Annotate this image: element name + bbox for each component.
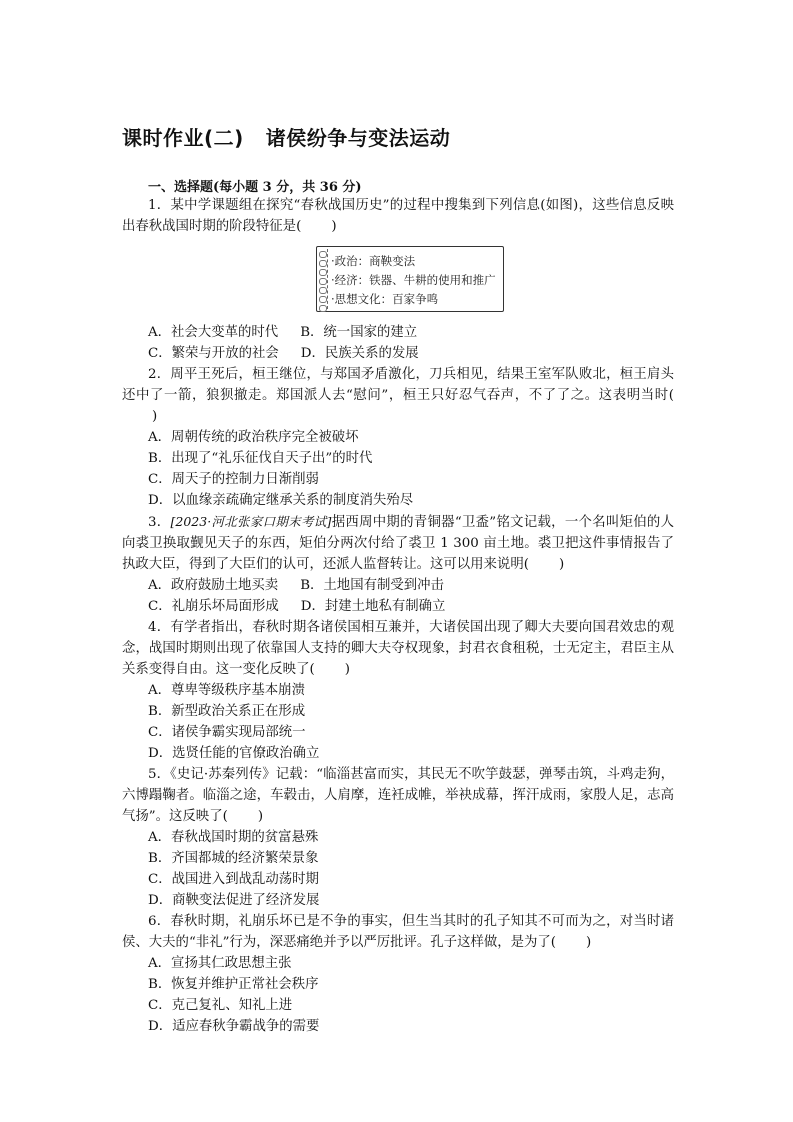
info-figure-line-2: ·经济：铁器、牛耕的使用和推广 bbox=[331, 273, 496, 287]
option-a[interactable]: A．政府鼓励土地买卖 bbox=[148, 578, 279, 593]
question-1-options-row-2 bbox=[122, 343, 674, 364]
question-6-close: ) bbox=[586, 935, 592, 950]
option-c[interactable]: C．克己复礼、知礼上进 bbox=[148, 998, 293, 1013]
option-b[interactable]: B．出现了“礼乐征伐自天子出”的时代 bbox=[148, 451, 373, 466]
question-3-source: [2023·河北张家口期末考试] bbox=[170, 514, 332, 529]
option-b[interactable]: B．土地国有制受到冲击 bbox=[300, 578, 444, 593]
option-d[interactable]: D．选贤任能的官僚政治确立 bbox=[148, 746, 320, 761]
question-6-stem: 6．春秋时期，礼崩乐坏已是不争的事实，但生当其时的孔子知其不可而为之，对当时诸侯、大夫的“非礼”行为，深恶痛绝并予以严厉批评。孔子这样做，是为了( bbox=[122, 914, 674, 950]
option-a[interactable]: A．周朝传统的政治秩序完全被破坏 bbox=[148, 430, 359, 445]
question-4-close: ) bbox=[344, 662, 350, 677]
question-5-close: ) bbox=[257, 809, 264, 824]
option-a[interactable]: A．尊卑等级秩序基本崩溃 bbox=[148, 683, 305, 698]
option-b[interactable]: B．新型政治关系正在形成 bbox=[148, 704, 306, 719]
question-1-stem: 1．某中学课题组在探究“春秋战国历史”的过程中搜集到下列信息(如图)，这些信息反映出春秋战国时期的阶段特征是( bbox=[122, 198, 674, 234]
option-b[interactable]: B．统一国家的建立 bbox=[300, 325, 418, 340]
question-3-number: 3． bbox=[148, 515, 171, 530]
option-b[interactable]: B．恢复并维护正常社会秩序 bbox=[148, 977, 319, 992]
info-figure-line-3: ·思想文化：百家争鸣 bbox=[331, 292, 439, 306]
option-a[interactable]: A．宣扬其仁政思想主张 bbox=[148, 956, 292, 971]
option-a[interactable]: A．春秋战国时期的贫富悬殊 bbox=[148, 830, 319, 845]
question-2-close: ) bbox=[152, 409, 158, 424]
question-5-stem: 5．《史记·苏秦列传》记载：“临淄甚富而实，其民无不吹竽鼓瑟，弹琴击筑，斗鸡走狗，六博蹋鞠者。临淄之途，车毂击，人肩摩，连衽成帷，举袂成幕，挥汗成雨，家殷人足，志高气扬”。这反映了( bbox=[122, 767, 674, 824]
question-3 bbox=[122, 511, 674, 575]
question-6 bbox=[122, 911, 674, 953]
option-c[interactable]: C．周天子的控制力日渐削弱 bbox=[148, 472, 319, 487]
option-c[interactable]: C．战国进入到战乱动荡时期 bbox=[148, 872, 319, 887]
option-c[interactable]: C．诸侯争霸实现局部统一 bbox=[148, 725, 306, 740]
info-figure-line-1: ·政治：商鞅变法 bbox=[331, 254, 416, 268]
info-figure bbox=[316, 246, 504, 312]
option-d[interactable]: D．商鞅变法促进了经济发展 bbox=[148, 893, 320, 908]
question-1-options-row-1 bbox=[122, 322, 674, 343]
question-list bbox=[122, 195, 674, 1037]
option-d[interactable]: D．封建土地私有制确立 bbox=[300, 599, 446, 614]
notebook-rail-icon bbox=[319, 249, 328, 309]
question-3-stem: 据西周中期的青铜器“卫盉”铭文记载，一个名叫矩伯的人向裘卫换取觐见天子的东西，矩伯分两次付给了裘卫 1 300 亩土地。裘卫把这件事情报告了执政大臣，得到了大臣们的认可，还派人监督转让。这可以用来说明( bbox=[122, 515, 674, 572]
question-3-options-row-2 bbox=[122, 596, 674, 617]
page-title bbox=[122, 122, 450, 151]
info-figure-wrap bbox=[122, 240, 674, 320]
option-d[interactable]: D．以血缘亲疏确定继承关系的制度消失殆尽 bbox=[148, 493, 414, 508]
question-2-stem: 2．周平王死后，桓王继位，与郑国矛盾激化，刀兵相见，结果王室军队败北，桓王肩头还中了一箭，狼狈撤走。郑国派人去“慰问”，桓王只好忍气吞声，不了了之。这表明当时( bbox=[122, 367, 674, 403]
question-4 bbox=[122, 617, 674, 680]
question-4-stem: 4．有学者指出，春秋时期各诸侯国相互兼并，大诸侯国出现了卿大夫要向国君效忠的观念，战国时期则出现了依靠国人支持的卿大夫夺权现象，封君衣食租税，士无定主，君臣主从关系变得自由。这一变化反映了( bbox=[122, 620, 674, 677]
question-3-options-row-1 bbox=[122, 575, 674, 596]
question-2 bbox=[122, 364, 674, 427]
option-d[interactable]: D．民族关系的发展 bbox=[300, 346, 419, 361]
question-5 bbox=[122, 764, 674, 827]
option-c[interactable]: C．繁荣与开放的社会 bbox=[148, 346, 279, 361]
section-heading: 一、选择题(每小题 3 分，共 36 分) bbox=[148, 180, 362, 195]
option-d[interactable]: D．适应春秋争霸战争的需要 bbox=[148, 1019, 320, 1034]
title-topic: 诸侯纷争与变法运动 bbox=[265, 126, 451, 150]
question-3-close: ) bbox=[558, 557, 565, 572]
option-b[interactable]: B．齐国都城的经济繁荣景象 bbox=[148, 851, 319, 866]
question-1 bbox=[122, 195, 674, 237]
option-c[interactable]: C．礼崩乐坏局面形成 bbox=[148, 599, 279, 614]
title-lesson: 课时作业(二) bbox=[122, 126, 244, 150]
question-1-close: ) bbox=[331, 219, 337, 234]
option-a[interactable]: A．社会大变革的时代 bbox=[148, 325, 279, 340]
